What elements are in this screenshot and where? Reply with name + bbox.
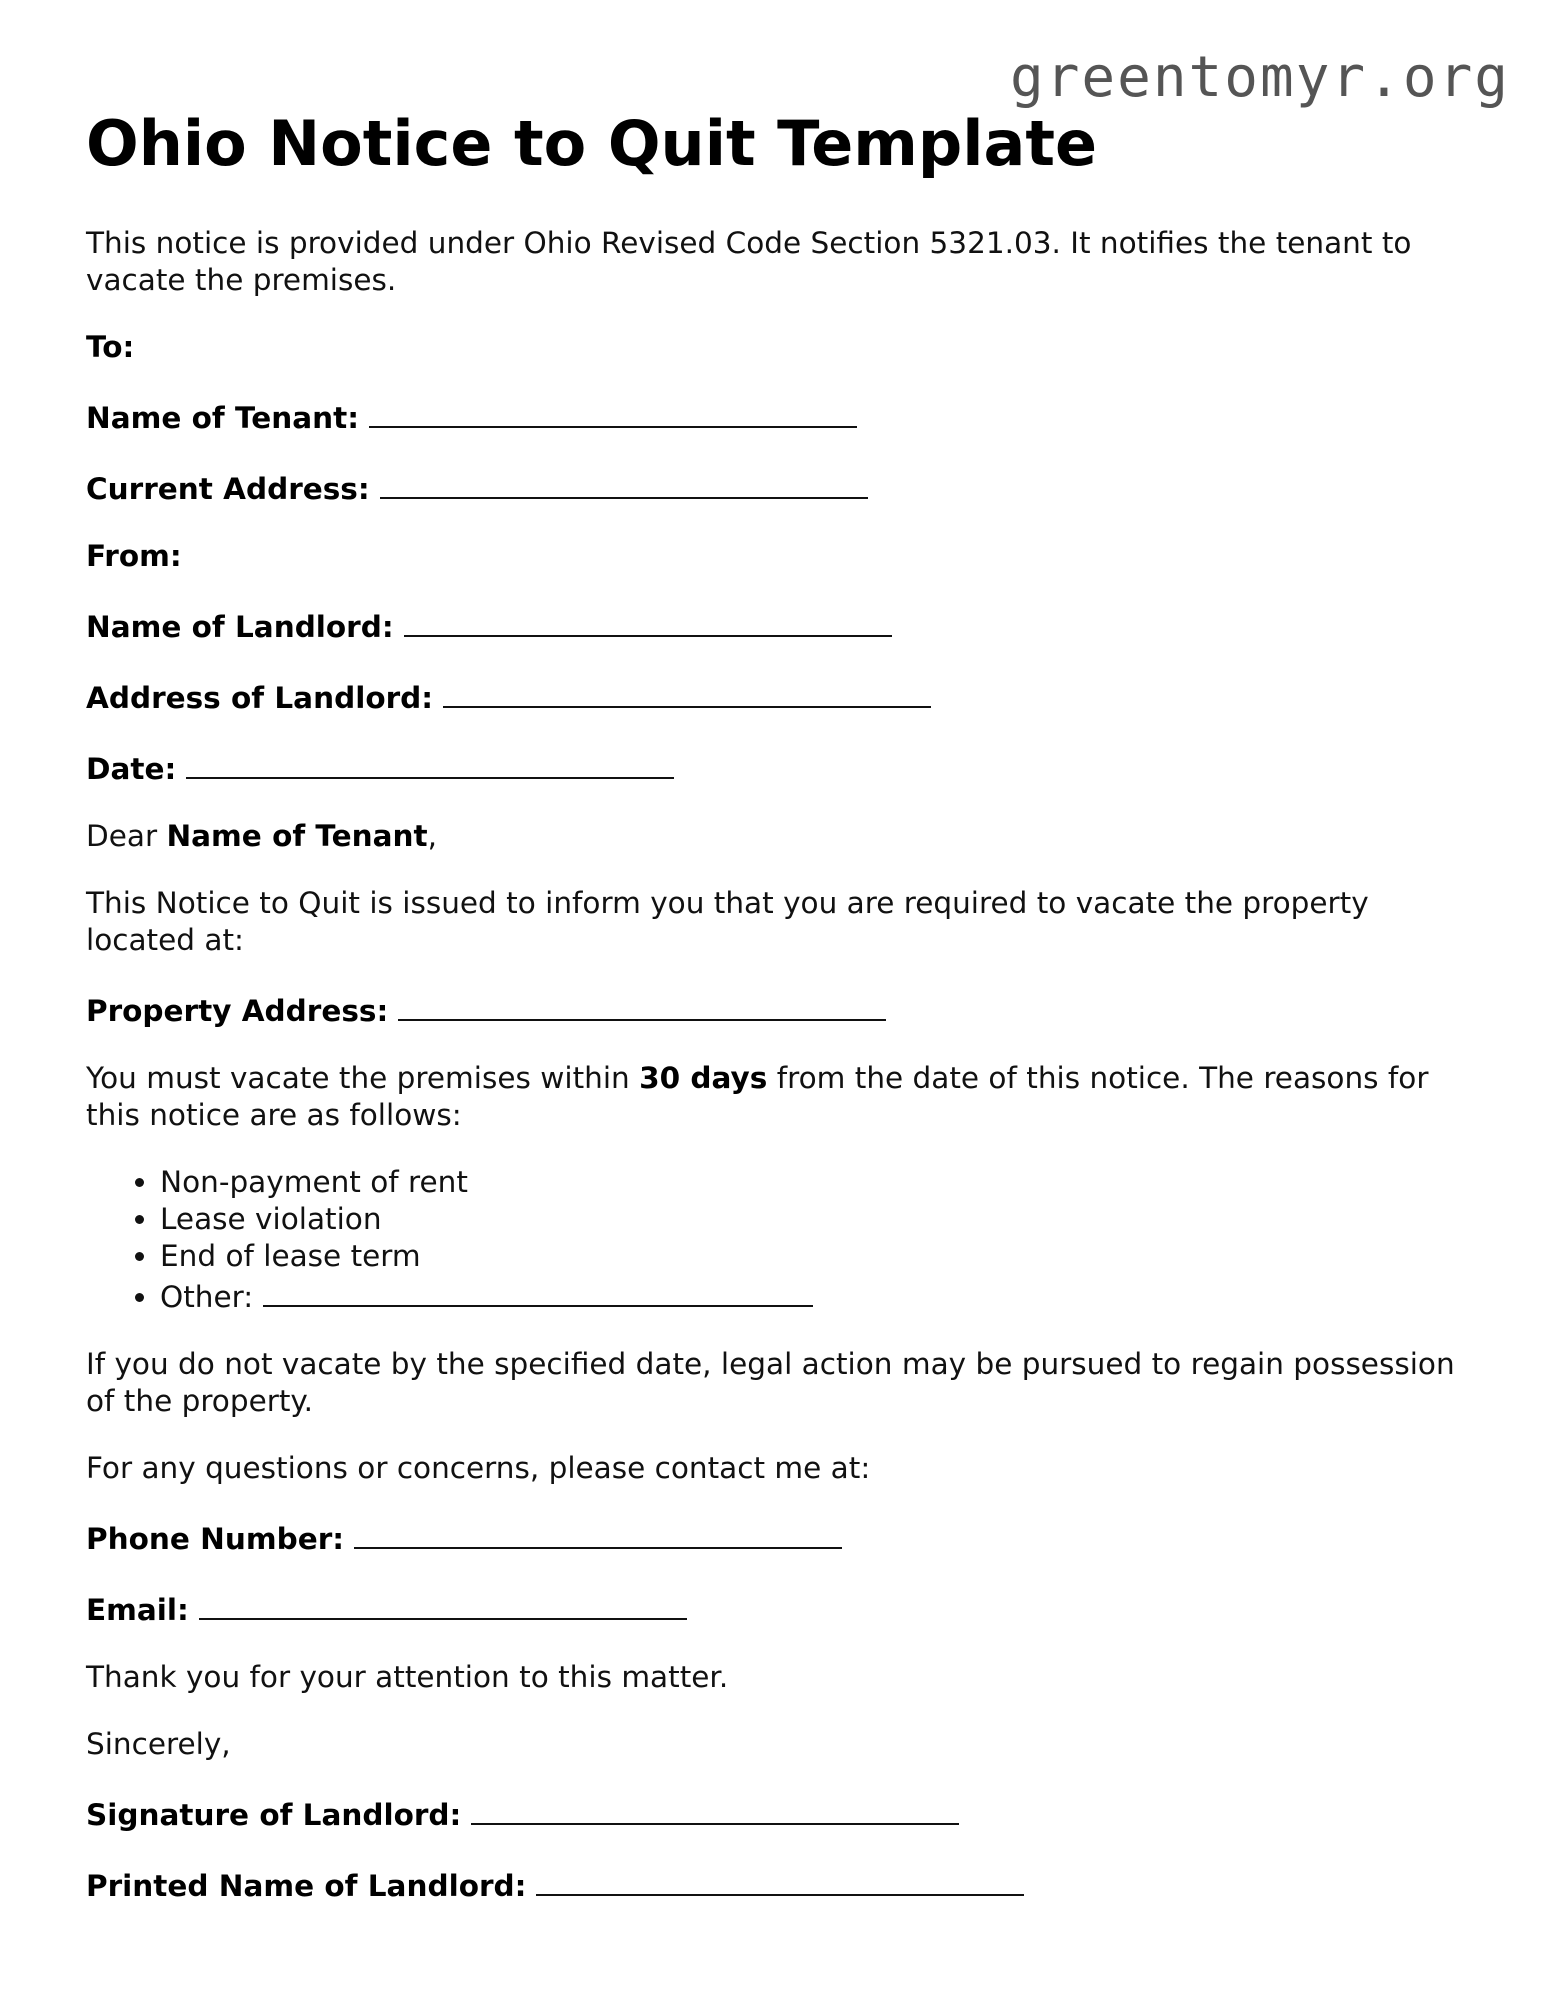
date-field — [86, 747, 1476, 788]
list-item: • Non-payment of rent — [160, 1164, 1476, 1201]
property-address-blank[interactable] — [398, 989, 886, 1021]
closing: Sincerely, — [86, 1727, 231, 1762]
from-label: From: — [86, 539, 182, 574]
phone-blank[interactable] — [354, 1517, 842, 1549]
other-reason-blank[interactable] — [263, 1275, 813, 1307]
printed-name-blank[interactable] — [536, 1864, 1024, 1896]
landlord-name-field — [86, 605, 1476, 646]
signature-blank[interactable] — [471, 1793, 959, 1825]
landlord-name-blank[interactable] — [404, 605, 892, 637]
email-label: Email: — [86, 1593, 189, 1628]
watermark: greentomyr.org — [1009, 45, 1510, 110]
email-field — [86, 1588, 1476, 1629]
signature-label: Signature of Landlord: — [86, 1798, 462, 1833]
list-item: • Lease violation — [160, 1201, 1476, 1238]
list-item: • End of lease term — [160, 1238, 1476, 1275]
landlord-address-field — [86, 676, 1476, 717]
notice-paragraph: This Notice to Quit is issued to inform you that you are required to vacate the property located at: — [86, 886, 1369, 958]
property-address-field — [86, 989, 1476, 1030]
legal-warning-paragraph: If you do not vacate by the specified date, legal action may be pursued to regain possession of the property. — [86, 1347, 1455, 1419]
tenant-name-label: Name of Tenant: — [86, 401, 360, 436]
date-label: Date: — [86, 752, 177, 787]
document-page — [86, 108, 1476, 1935]
landlord-address-label: Address of Landlord: — [86, 681, 434, 716]
phone-label: Phone Number: — [86, 1522, 345, 1557]
printed-name-label: Printed Name of Landlord: — [86, 1869, 527, 1904]
salutation: Dear Name of Tenant, — [86, 819, 438, 854]
list-item: • Other: — [160, 1275, 1476, 1316]
vacate-paragraph: You must vacate the premises within 30 days from the date of this notice. The reasons for this notice are as follows: — [86, 1061, 1429, 1133]
to-label: To: — [86, 330, 135, 365]
thanks-paragraph: Thank you for your attention to this matter. — [86, 1660, 729, 1695]
phone-field — [86, 1517, 1476, 1558]
property-address-label: Property Address: — [86, 994, 389, 1029]
signature-field — [86, 1793, 1476, 1834]
current-address-label: Current Address: — [86, 472, 370, 507]
salutation-name: Name of Tenant — [166, 819, 428, 854]
landlord-address-blank[interactable] — [443, 676, 931, 708]
reasons-list — [86, 1164, 1476, 1316]
date-blank[interactable] — [186, 747, 674, 779]
current-address-blank[interactable] — [380, 467, 868, 499]
tenant-name-blank[interactable] — [369, 396, 857, 428]
printed-name-field — [86, 1864, 1476, 1905]
landlord-name-label: Name of Landlord: — [86, 610, 394, 645]
intro-paragraph: This notice is provided under Ohio Revised Code Section 5321.03. It notifies the tenant to vacate the premises. — [86, 226, 1412, 298]
vacate-days: 30 days — [639, 1061, 768, 1096]
contact-paragraph: For any questions or concerns, please contact me at: — [86, 1451, 871, 1486]
current-address-field — [86, 467, 1476, 508]
page-title: Ohio Notice to Quit Template — [86, 107, 1098, 180]
email-blank[interactable] — [199, 1588, 687, 1620]
tenant-name-field — [86, 396, 1476, 437]
